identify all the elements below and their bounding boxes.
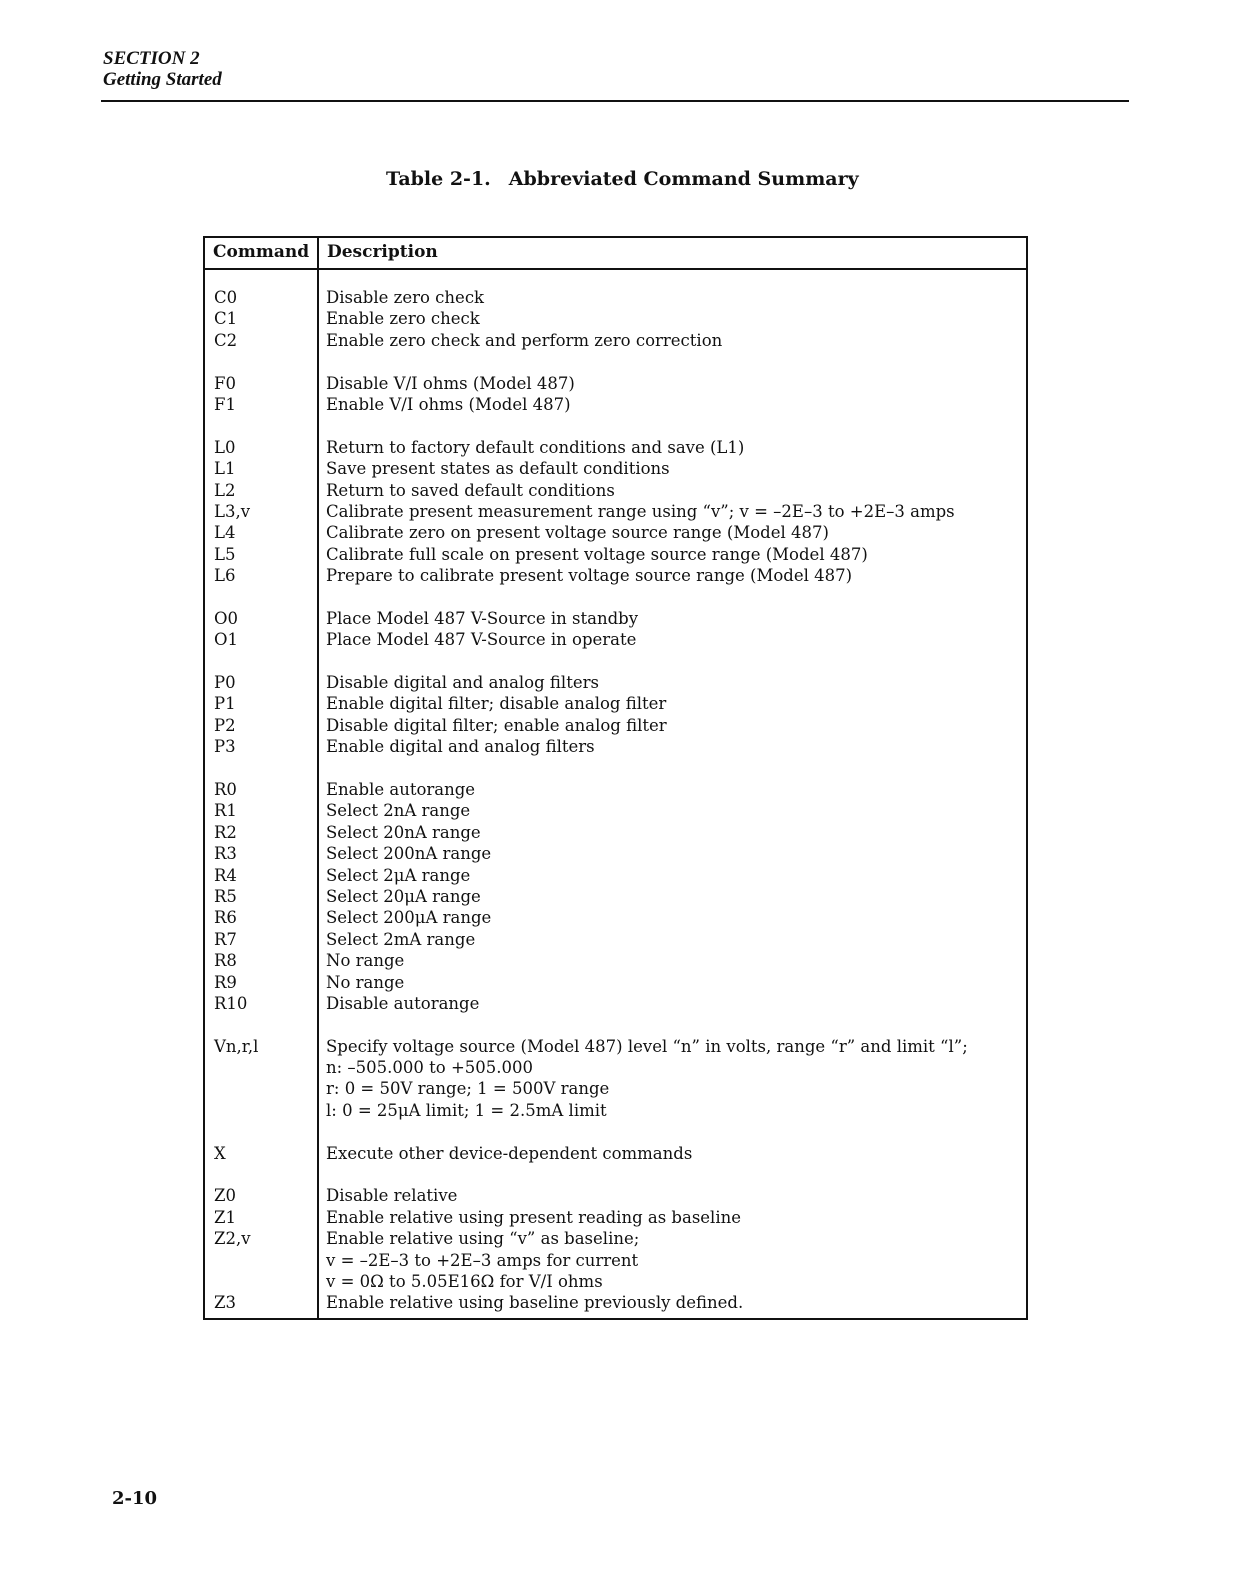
table-row xyxy=(205,1207,1026,1228)
command-code: Z1 xyxy=(214,1207,236,1227)
command-description: Disable relative xyxy=(326,1186,458,1206)
command-description: Select 2mA range xyxy=(326,929,476,949)
command-description: Enable digital filter; disable analog filter xyxy=(326,694,667,714)
command-code: L0 xyxy=(214,437,236,457)
command-description: Enable autorange xyxy=(326,779,476,799)
command-description: Place Model 487 V-Source in operate xyxy=(326,630,637,650)
command-description: Return to saved default conditions xyxy=(326,480,615,500)
table-row xyxy=(205,565,1026,586)
command-description: Select 2μA range xyxy=(326,865,471,885)
command-code: R5 xyxy=(214,886,237,906)
command-code: L4 xyxy=(214,523,236,543)
command-description: Disable digital filter; enable analog filter xyxy=(326,715,667,735)
command-code: P2 xyxy=(214,715,236,735)
command-code: Z0 xyxy=(214,1186,236,1206)
table-row xyxy=(205,779,1026,800)
command-description: Enable V/I ohms (Model 487) xyxy=(326,394,571,414)
command-code: R2 xyxy=(214,822,237,842)
table-row xyxy=(205,1078,1026,1099)
command-description: Disable autorange xyxy=(326,993,480,1013)
command-description: Select 20nA range xyxy=(326,822,481,842)
command-description: Select 2nA range xyxy=(326,801,471,821)
table-row xyxy=(205,1228,1026,1249)
command-description: Disable digital and analog filters xyxy=(326,673,599,693)
table-row xyxy=(205,907,1026,928)
command-code: R10 xyxy=(214,993,248,1013)
table-row xyxy=(205,993,1026,1014)
table-row xyxy=(205,330,1026,351)
command-description: v = –2E–3 to +2E–3 amps for current xyxy=(326,1250,639,1270)
command-description: r: 0 = 50V range; 1 = 500V range xyxy=(326,1079,610,1099)
command-group xyxy=(205,779,1026,1014)
table-row xyxy=(205,1185,1026,1206)
command-description: Place Model 487 V-Source in standby xyxy=(326,608,639,628)
section-header xyxy=(103,48,222,90)
table-row xyxy=(205,394,1026,415)
command-summary-table xyxy=(203,236,1028,1320)
command-code: C0 xyxy=(214,288,238,307)
command-group xyxy=(205,1185,1026,1313)
command-code: Vn,r,l xyxy=(214,1036,259,1056)
command-group xyxy=(205,1143,1026,1164)
table-number: Table 2-1. xyxy=(386,168,491,190)
command-group xyxy=(205,437,1026,587)
command-description: Prepare to calibrate present voltage source range (Model 487) xyxy=(326,566,853,586)
command-code: Z2,v xyxy=(214,1229,251,1249)
command-code: O1 xyxy=(214,630,239,650)
table-row xyxy=(205,437,1026,458)
command-description: n: –505.000 to +505.000 xyxy=(326,1058,534,1078)
table-row xyxy=(205,287,1026,308)
command-code: R8 xyxy=(214,951,237,971)
table-row xyxy=(205,865,1026,886)
table-row xyxy=(205,715,1026,736)
command-description: Enable relative using baseline previously defined. xyxy=(326,1293,744,1313)
command-code: R0 xyxy=(214,779,237,799)
section-subtitle: Getting Started xyxy=(103,69,222,90)
table-title xyxy=(386,168,859,190)
command-group xyxy=(205,1036,1026,1122)
command-code: L3,v xyxy=(214,501,251,521)
table-row xyxy=(205,458,1026,479)
command-code: P0 xyxy=(214,673,236,693)
table-row xyxy=(205,929,1026,950)
table-row xyxy=(205,1143,1026,1164)
command-description: No range xyxy=(326,951,405,971)
command-code: P1 xyxy=(214,694,236,714)
table-row xyxy=(205,1100,1026,1121)
command-code: X xyxy=(214,1143,226,1163)
command-code: O0 xyxy=(214,608,239,628)
table-row xyxy=(205,544,1026,565)
command-code: R3 xyxy=(214,844,237,864)
command-code: R1 xyxy=(214,801,237,821)
table-row xyxy=(205,800,1026,821)
command-code: L5 xyxy=(214,544,236,564)
command-code: Z3 xyxy=(214,1293,236,1313)
table-row xyxy=(205,843,1026,864)
command-code: L2 xyxy=(214,480,236,500)
table-row xyxy=(205,1036,1026,1057)
command-description: Calibrate full scale on present voltage source range (Model 487) xyxy=(326,544,868,564)
command-code: C2 xyxy=(214,330,238,350)
table-row xyxy=(205,1250,1026,1271)
command-description: Specify voltage source (Model 487) level “n” in volts, range “r” and limit “l”; xyxy=(326,1036,968,1056)
command-description: v = 0Ω to 5.05E16Ω for V/I ohms xyxy=(326,1271,603,1291)
table-row xyxy=(205,1292,1026,1313)
command-code: R6 xyxy=(214,908,237,928)
table-row xyxy=(205,822,1026,843)
table-row xyxy=(205,1057,1026,1078)
command-description: Execute other device-dependent commands xyxy=(326,1143,693,1163)
command-description: Enable zero check xyxy=(326,309,480,329)
header-row-divider xyxy=(205,268,1026,270)
command-description: l: 0 = 25μA limit; 1 = 2.5mA limit xyxy=(326,1100,607,1120)
column-header-description: Description xyxy=(327,242,438,262)
command-description: Select 200nA range xyxy=(326,844,492,864)
command-code: P3 xyxy=(214,737,236,757)
command-code: F0 xyxy=(214,373,236,393)
table-row xyxy=(205,693,1026,714)
command-group xyxy=(205,608,1026,651)
table-row xyxy=(205,1271,1026,1292)
command-group xyxy=(205,287,1026,351)
command-description: Enable relative using “v” as baseline; xyxy=(326,1229,640,1249)
table-row xyxy=(205,480,1026,501)
command-code: L6 xyxy=(214,566,236,586)
command-code: L1 xyxy=(214,459,236,479)
table-row xyxy=(205,950,1026,971)
header-divider xyxy=(101,100,1129,102)
command-code: R4 xyxy=(214,865,237,885)
table-row xyxy=(205,373,1026,394)
table-row xyxy=(205,501,1026,522)
command-description: Enable zero check and perform zero correction xyxy=(326,330,723,350)
command-code: R9 xyxy=(214,972,237,992)
table-row xyxy=(205,608,1026,629)
table-body xyxy=(205,287,1026,1335)
page-number: 2-10 xyxy=(112,1488,158,1509)
table-row xyxy=(205,972,1026,993)
table-row xyxy=(205,886,1026,907)
table-row xyxy=(205,736,1026,757)
command-description: Enable digital and analog filters xyxy=(326,737,595,757)
command-description: Select 200μA range xyxy=(326,908,492,928)
command-code: R7 xyxy=(214,929,237,949)
table-row xyxy=(205,522,1026,543)
command-description: Return to factory default conditions and save (L1) xyxy=(326,437,745,457)
command-description: Disable V/I ohms (Model 487) xyxy=(326,373,575,393)
command-group xyxy=(205,672,1026,758)
command-description: Calibrate zero on present voltage source range (Model 487) xyxy=(326,523,829,543)
table-row xyxy=(205,308,1026,329)
command-description: Save present states as default conditions xyxy=(326,459,670,479)
column-header-command: Command xyxy=(213,242,310,262)
command-description: Calibrate present measurement range using “v”; v = –2E–3 to +2E–3 amps xyxy=(326,501,955,521)
command-code: C1 xyxy=(214,309,238,329)
command-code: F1 xyxy=(214,394,236,414)
table-row xyxy=(205,629,1026,650)
command-description: No range xyxy=(326,972,405,992)
command-description: Disable zero check xyxy=(326,288,485,307)
command-description: Select 20μA range xyxy=(326,886,481,906)
command-group xyxy=(205,373,1026,416)
table-row xyxy=(205,672,1026,693)
table-caption: Abbreviated Command Summary xyxy=(508,168,859,190)
command-description: Enable relative using present reading as baseline xyxy=(326,1207,742,1227)
section-label: SECTION 2 xyxy=(103,48,200,69)
